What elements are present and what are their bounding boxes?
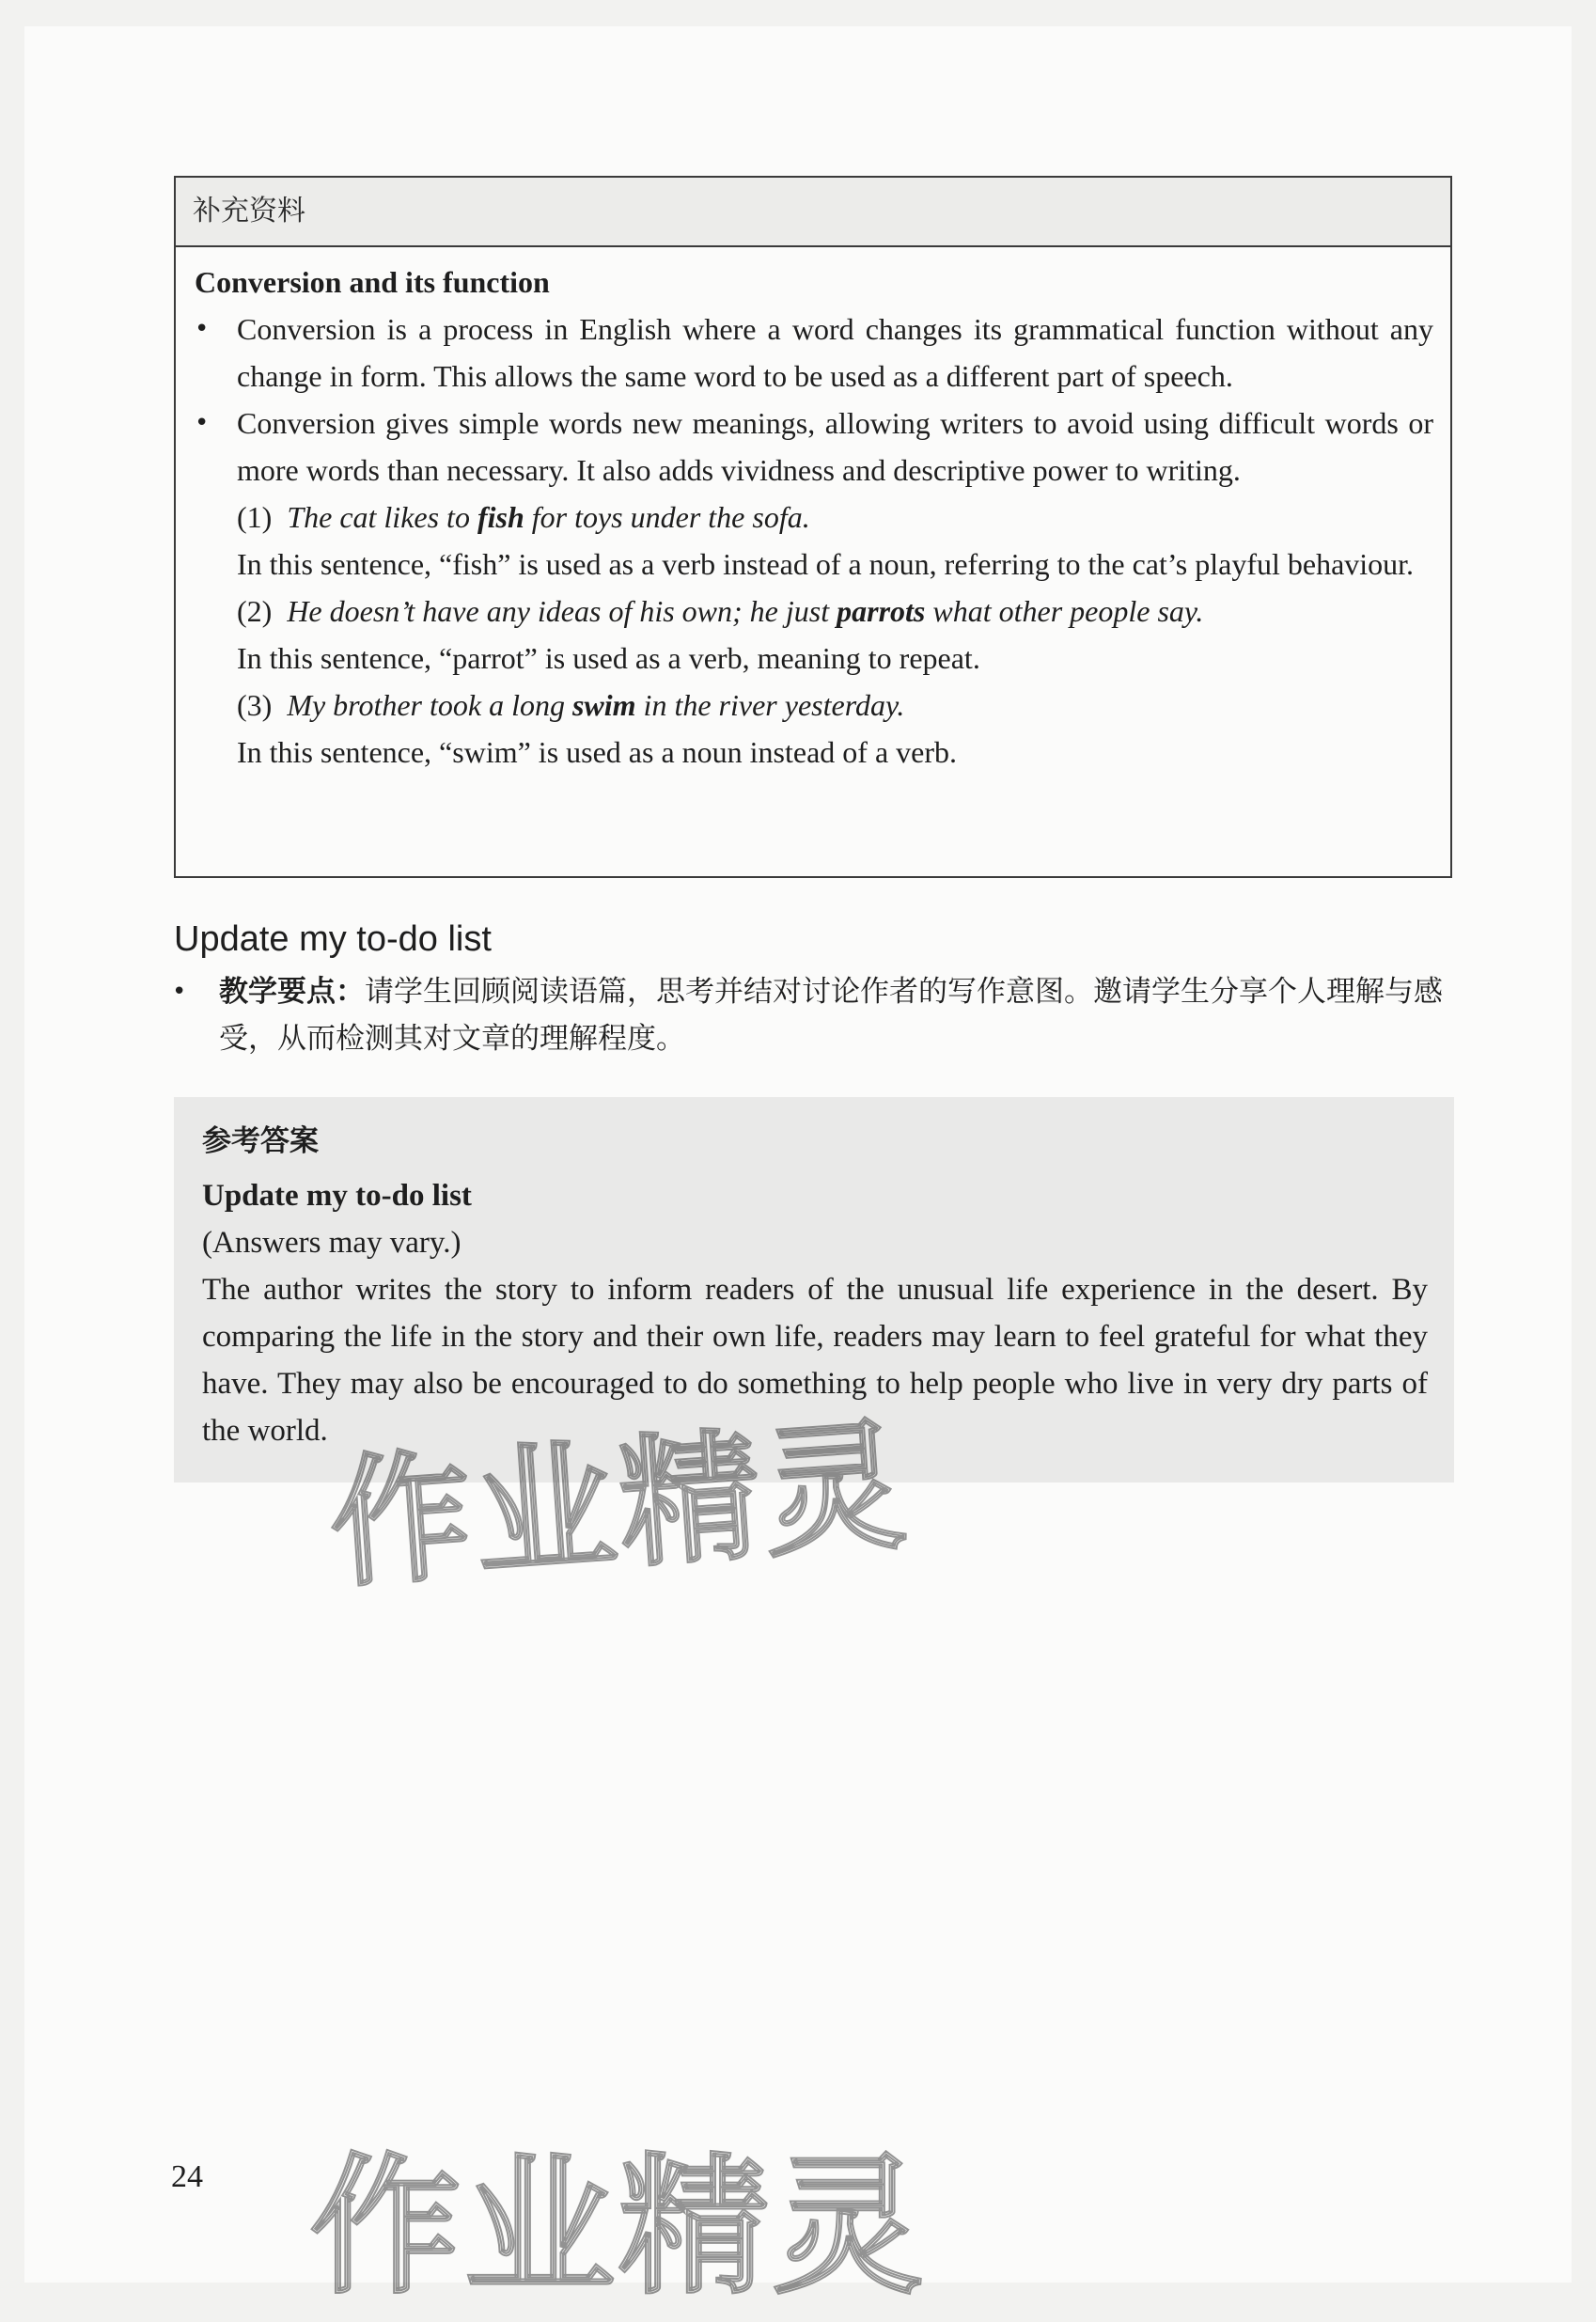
supplementary-header: 补充资料	[176, 178, 1450, 247]
answer-label: 参考答案	[202, 1124, 319, 1158]
watermark: 作业精灵	[324, 1404, 915, 1608]
example-sentence: (1) The cat likes to fish for toys under the sofa.	[237, 500, 810, 534]
example-sentence: (3) My brother took a long swim in the river yesterday.	[237, 688, 905, 722]
teaching-text: 请学生回顾阅读语篇，思考并结对讨论作者的写作意图。邀请学生分享个人理解与感受，从而检测其对文章的理解程度。	[219, 975, 1443, 1056]
page-number: 24	[171, 2159, 203, 2194]
example-sentence: (2) He doesn’t have any ideas of his own; he just parrots what other people say.	[237, 594, 1204, 628]
bullet-item: • Conversion is a process in English where a word changes its grammatical function without any change in form. This allows the same word to be used as a different part of speech.	[195, 306, 1433, 400]
answer-note: (Answers may vary.)	[202, 1226, 462, 1260]
supplementary-box	[174, 176, 1452, 878]
supplementary-body	[176, 247, 1450, 776]
example-note: In this sentence, “parrot” is used as a verb, meaning to repeat.	[237, 641, 980, 675]
teaching-points	[172, 968, 1455, 1062]
teaching-label: 教学要点：	[219, 975, 365, 1009]
example-note: In this sentence, “fish” is used as a verb instead of a noun, referring to the cat’s playful behaviour.	[237, 547, 1415, 581]
example-note: In this sentence, “swim” is used as a noun instead of a verb.	[237, 735, 958, 769]
section-heading: Update my to-do list	[174, 919, 492, 959]
bullet-item: • Conversion gives simple words new meanings, allowing writers to avoid using difficult words or more words than necessary. It also adds vividness and descriptive power to writing.	[195, 400, 1433, 494]
answer-text: The author writes the story to inform readers of the unusual life experience in the desert. By comparing the life in the story and their own life, readers may learn to feel grateful for what they have. They may also be encouraged to do something to help people who live in very dry parts of the world.	[202, 1273, 1428, 1448]
example-block	[195, 494, 1433, 776]
supplementary-title: Conversion and its function	[195, 265, 550, 299]
bullet-dot: •	[172, 978, 187, 1006]
answer-title: Update my to-do list	[202, 1179, 472, 1213]
watermark: 作业精灵	[310, 2139, 928, 2314]
